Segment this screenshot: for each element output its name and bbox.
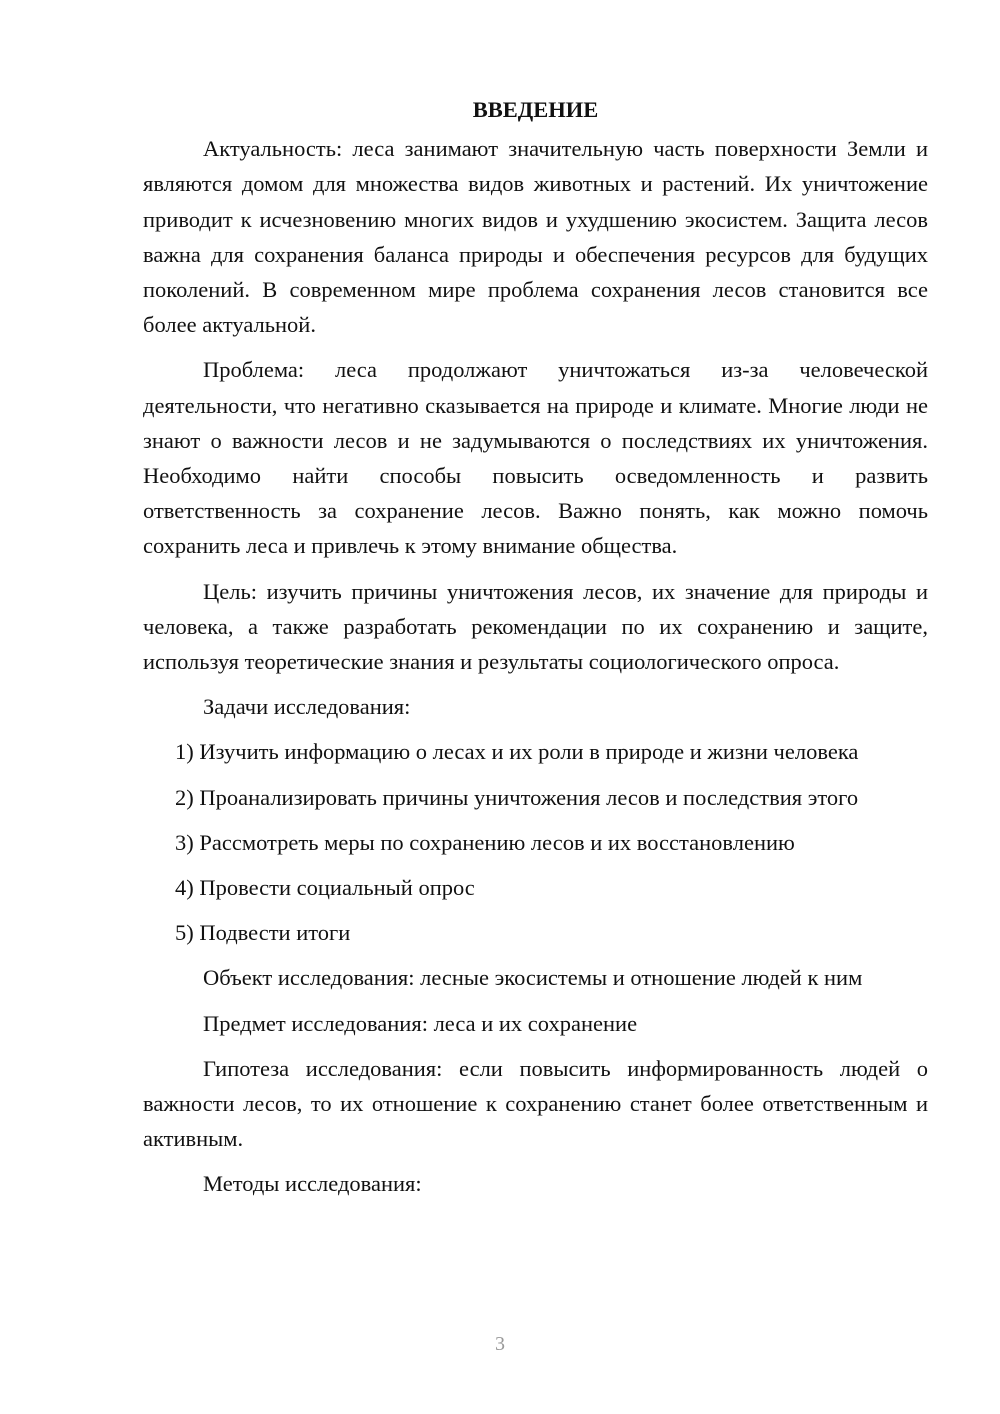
- task-item: 1) Изучить информацию о лесах и их роли в природе и жизни человека: [175, 739, 859, 765]
- methods-heading: Методы исследования:: [203, 1171, 422, 1197]
- page-title: ВВЕДЕНИЕ: [472, 97, 599, 122]
- task-item: 5) Подвести итоги: [175, 920, 351, 946]
- task-item: 3) Рассмотреть меры по сохранению лесов и их восстановлению: [175, 829, 795, 855]
- tasks-heading: Задачи исследования:: [203, 694, 411, 720]
- goal-paragraph: Цель: изучить причины уничтожения лесов, их значение для природы и человека, а также разработать рекомендации по их сохранению и защите, используя теоретические знания и результаты социологического опроса.: [143, 578, 928, 675]
- task-item: 4) Провести социальный опрос: [175, 875, 475, 901]
- hypothesis-paragraph: Гипотеза исследования: если повысить информированность людей о важности лесов, то их отношение к сохранению станет более ответственным и активным.: [143, 1055, 928, 1152]
- task-item: 2) Проанализировать причины уничтожения лесов и последствия этого: [175, 784, 859, 810]
- relevance-paragraph: Актуальность: леса занимают значительную часть поверхности Земли и являются домом для множества видов животных и растений. Их уничтожение приводит к исчезновению многих видов и ухудшению экосистем. Защита лесов важна для сохранения баланса природы и обеспечения ресурсов для будущих поколений. В современном мире проблема сохранения лесов становится все более актуальной.: [143, 136, 928, 338]
- problem-paragraph: Проблема: леса продолжают уничтожаться из-за человеческой деятельности, что негативно сказывается на природе и климате. Многие люди не знают о важности лесов и не задумываются о последствиях их уничтожения. Необходимо найти способы повысить осведомленность и развить ответственность за сохранение лесов. Важно понять, как можно помочь сохранить леса и привлечь к этому внимание общества.: [143, 357, 928, 559]
- subject-paragraph: Предмет исследования: леса и их сохранение: [203, 1010, 638, 1036]
- page-number: 3: [495, 1333, 505, 1355]
- object-paragraph: Объект исследования: лесные экосистемы и отношение людей к ним: [203, 965, 863, 991]
- page-content: [143, 92, 928, 1212]
